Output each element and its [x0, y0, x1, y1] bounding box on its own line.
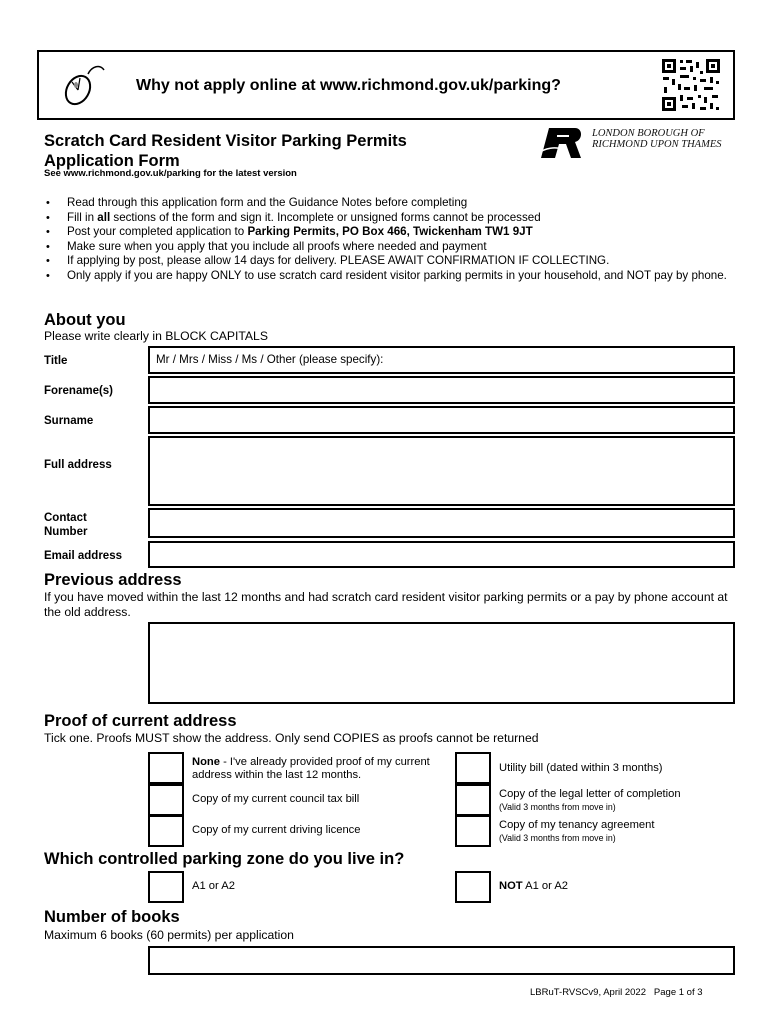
previous-address-field[interactable] — [148, 622, 735, 704]
proof-none-checkbox[interactable] — [148, 752, 184, 784]
version-note: See www.richmond.gov.uk/parking for the latest version — [44, 168, 297, 179]
richmond-logo-icon — [535, 126, 585, 160]
proof-council-tax-checkbox[interactable] — [148, 784, 184, 816]
postal-address: Parking Permits, PO Box 466, Twickenham TW1 9JT — [247, 225, 533, 238]
forename-field[interactable] — [148, 376, 735, 404]
qr-code-icon — [660, 57, 722, 113]
proof-driving-licence-label: Copy of my current driving licence — [192, 824, 361, 836]
contact-label-line-1: Contact — [44, 512, 87, 524]
proof-none-bold: None — [192, 756, 220, 768]
zone-not-a1-a2-label — [499, 880, 568, 893]
instructions-list — [44, 196, 734, 283]
previous-address-heading: Previous address — [44, 571, 182, 589]
surname-field[interactable] — [148, 406, 735, 434]
instruction-text: Post your completed application to — [67, 225, 248, 238]
proof-tenancy-label — [499, 819, 654, 845]
address-label: Full address — [44, 459, 112, 471]
council-name-line-2: RICHMOND UPON THAMES — [592, 139, 722, 150]
council-name — [592, 128, 722, 150]
proof-legal-letter-note: (Valid 3 months from move in) — [499, 802, 616, 812]
form-title-line-1: Scratch Card Resident Visitor Parking Permits — [44, 132, 407, 150]
instruction-item: • Only apply if you are happy ONLY to use scratch card resident visitor parking permits in your household, and NOT pay by phone. — [44, 269, 734, 284]
proof-utility-checkbox[interactable] — [455, 752, 491, 784]
instruction-emphasis: all — [97, 210, 111, 224]
zone-not-a1-a2-checkbox[interactable] — [455, 871, 491, 903]
proof-heading: Proof of current address — [44, 712, 237, 730]
form-title-line-2: Application Form — [44, 152, 180, 170]
title-hint: Mr / Mrs / Miss / Ms / Other (please specify): — [156, 353, 384, 366]
instruction-text: sections of the form and sign it. Incomplete or unsigned forms cannot be processed — [110, 210, 541, 224]
instruction-item — [44, 211, 734, 226]
instruction-text: Fill in — [67, 210, 98, 224]
about-you-heading: About you — [44, 311, 126, 329]
proof-legal-letter-checkbox[interactable] — [455, 784, 491, 816]
books-heading: Number of books — [44, 908, 180, 926]
proof-note: Tick one. Proofs MUST show the address. Only send COPIES as proofs cannot be returned — [44, 731, 539, 745]
proof-council-tax-label: Copy of my current council tax bill — [192, 793, 360, 805]
zone-heading: Which controlled parking zone do you live in? — [44, 850, 405, 868]
footer-reference: LBRuT-RVSCv9, April 2022 Page 1 of 3 — [530, 987, 703, 998]
forename-label: Forename(s) — [44, 385, 114, 397]
title-label: Title — [44, 355, 68, 367]
proof-utility-label: Utility bill (dated within 3 months) — [499, 762, 663, 774]
contact-label-line-2: Number — [44, 526, 88, 538]
proof-tenancy-checkbox[interactable] — [455, 815, 491, 847]
instruction-item — [44, 225, 734, 240]
instruction-item: • Read through this application form and the Guidance Notes before completing — [44, 196, 734, 211]
zone-a1-a2-checkbox[interactable] — [148, 871, 184, 903]
number-of-books-field[interactable] — [148, 946, 735, 975]
proof-none-label — [192, 756, 442, 782]
zone-a1-a2-label: A1 or A2 — [192, 880, 235, 892]
surname-label: Surname — [44, 415, 94, 427]
computer-mouse-icon — [58, 60, 108, 110]
contact-number-label — [44, 511, 87, 539]
block-capitals-note: Please write clearly in BLOCK CAPITALS — [44, 329, 268, 343]
zone-not-bold: NOT — [499, 880, 523, 892]
proof-tenancy-note: (Valid 3 months from move in) — [499, 833, 616, 843]
proof-legal-letter-text: Copy of the legal letter of completion — [499, 788, 681, 800]
full-address-field[interactable] — [148, 436, 735, 506]
zone-not-text: A1 or A2 — [522, 880, 569, 892]
form-title — [44, 131, 407, 171]
contact-number-field[interactable] — [148, 508, 735, 538]
banner-text: Why not apply online at www.richmond.gov.uk/parking? — [136, 77, 561, 94]
email-field[interactable] — [148, 541, 735, 568]
proof-none-text: - I've already provided proof of my current address within the last 12 months. — [192, 756, 430, 781]
books-note: Maximum 6 books (60 permits) per application — [44, 928, 294, 942]
proof-legal-letter-label — [499, 788, 681, 814]
council-name-line-1: LONDON BOROUGH OF — [592, 128, 705, 139]
title-field[interactable] — [148, 346, 735, 374]
proof-tenancy-text: Copy of my tenancy agreement — [499, 819, 655, 831]
proof-driving-licence-checkbox[interactable] — [148, 815, 184, 847]
instruction-item: • If applying by post, please allow 14 days for delivery. PLEASE AWAIT CONFIRMATION IF COLLECTING. — [44, 254, 734, 269]
email-label: Email address — [44, 550, 122, 562]
instruction-item: • Make sure when you apply that you include all proofs where needed and payment — [44, 240, 734, 255]
previous-address-note: If you have moved within the last 12 months and had scratch card resident visitor parking permits or a pay by phone account at the old address. — [44, 590, 728, 619]
